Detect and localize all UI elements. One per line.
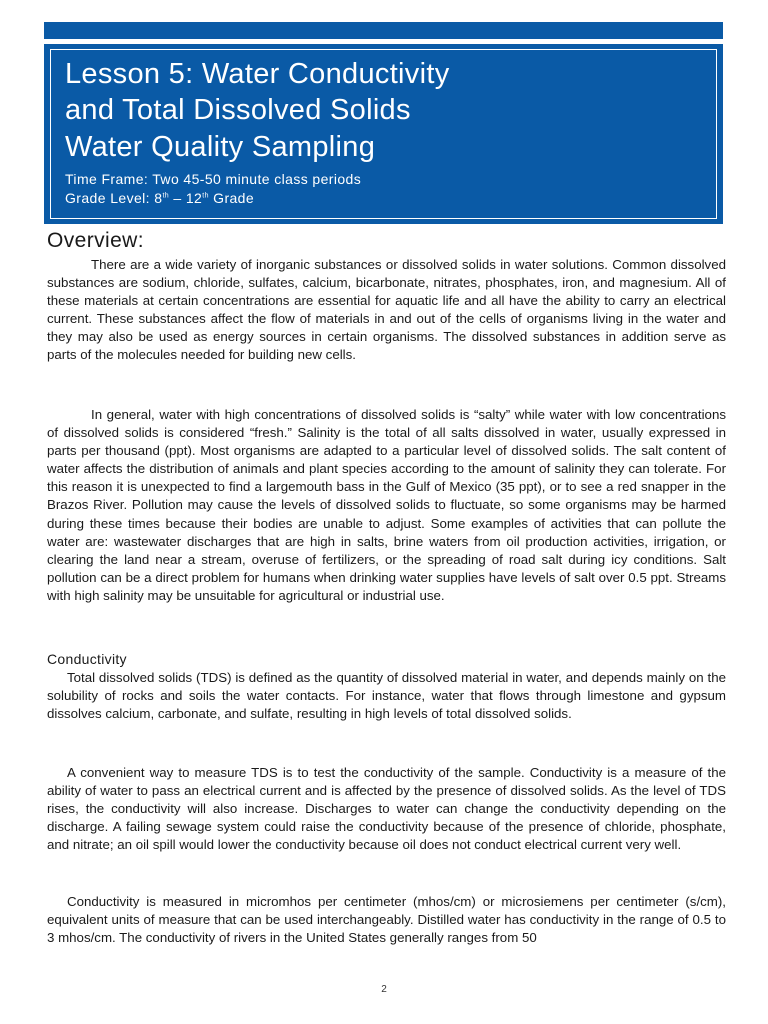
- lesson-title-line-2: and Total Dissolved Solids: [65, 94, 411, 126]
- grade-level-prefix: Grade Level: 8: [65, 190, 163, 206]
- header-frame: [50, 49, 717, 219]
- page-number: 2: [381, 984, 387, 995]
- paragraph-dissolved-substances: There are a wide variety of inorganic substances or dissolved solids in water solutions. Common dissolved substances are sodium, chloride, sulfates, calcium, bicarbonate, nitrates, phosphates, iron, and magnesium. All of these materials at certain concentrations are essential for aquatic life and all have the ability to carry an electrical current. These substances affect the flow of materials in and out of the cells of organisms living in the water and they may also be used as energy sources in certain organisms. The dissolved substances in addition serve as parts of the molecules needed for building new cells.: [47, 257, 726, 363]
- grade-level-mid: – 12: [169, 190, 203, 206]
- paragraph-tds-definition: Total dissolved solids (TDS) is defined as the quantity of dissolved material in water, and depends mainly on the solubility of rocks and soils the water contacts. For instance, water that flows through limestone and gypsum dissolves calcium, carbonate, and sulfate, resulting in high levels of total dissolved solids.: [47, 670, 726, 722]
- overview-heading: Overview:: [47, 229, 144, 252]
- grade-level-suffix: Grade: [208, 190, 255, 206]
- paragraph-conductivity-units: Conductivity is measured in micromhos per centimeter (mhos/cm) or microsiemens per centimeter (s/cm), equivalent units of measure that can be used interchangeably. Distilled water has conductivity in the range of 0.5 to 3 mhos/cm. The conductivity of rivers in the United States generally ranges from 50: [47, 894, 726, 946]
- lesson-title-line-3: Water Quality Sampling: [65, 131, 376, 163]
- grade-sup-2: th: [202, 192, 209, 200]
- header-top-bar: [44, 22, 723, 39]
- grade-sup-1: th: [162, 192, 170, 200]
- time-frame: Time Frame: Two 45-50 minute class periods: [65, 171, 362, 187]
- paragraph-measure-tds: A convenient way to measure TDS is to test the conductivity of the sample. Conductivity is a measure of the ability of water to pass an electrical current and is affected by the presence of dissolved solids. As the level of TDS rises, the conductivity will also increase. Discharges to water can change the conductivity depending on the discharge. A failing sewage system could raise the conductivity because of the presence of chloride, phosphate, and nitrate; an oil spill would lower the conductivity because oil does not conduct electrical current very well.: [47, 765, 726, 853]
- conductivity-heading: Conductivity: [47, 651, 127, 667]
- lesson-title-line-1: Lesson 5: Water Conductivity: [65, 58, 450, 90]
- paragraph-salinity: In general, water with high concentrations of dissolved solids is “salty” while water with low concentrations of dissolved solids is considered “fresh.” Salinity is the total of all salts dissolved in water, usually expressed in parts per thousand (ppt). Most organisms are adapted to a particular level of dissolved solids. The salt content of water affects the distribution of animals and plant species according to the amount of salinity they can tolerate. For this reason it is unexpected to find a largemouth bass in the Gulf of Mexico (35 ppt), or to see a red snapper in the Brazos River. Pollution may cause the levels of dissolved solids to fluctuate, so some organisms may be harmed during these times because their bodies are unable to adjust. Some examples of activities that can pollute the water are: wastewater discharges that are high in salts, brine waters from oil production activities, irrigation, or clearing the land near a stream, overuse of fertilizers, or the spreading of road salt during icy conditions. Salt pollution can be a direct problem for humans when drinking water supplies have levels of salt over 0.5 ppt. Streams with high salinity may be unsuitable for agricultural or industrial use.: [47, 407, 726, 603]
- grade-level: [65, 189, 254, 207]
- lesson-header: [44, 44, 723, 224]
